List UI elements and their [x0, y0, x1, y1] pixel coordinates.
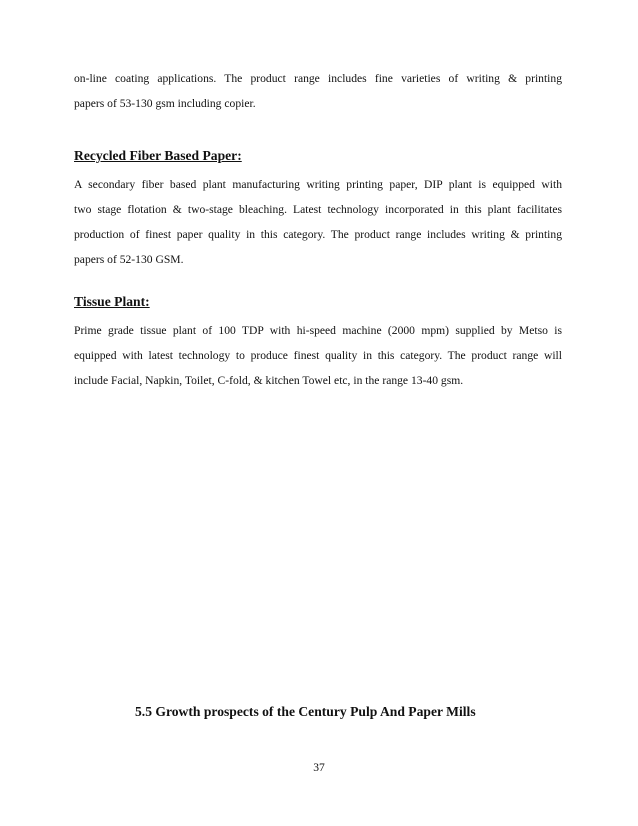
tissue-line-3: include Facial, Napkin, Toilet, C-fold, & kitchen Towel etc, in the range 13-40 gsm.	[74, 374, 464, 387]
tissue-line-1: Prime grade tissue plant of 100 TDP with hi-speed machine (2000 mpm) supplied by Metso is	[74, 324, 562, 337]
intro-line-2: papers of 53-130 gsm including copier.	[74, 97, 256, 110]
recycled-line-3: production of finest paper quality in this category. The product range includes writing & printing	[74, 228, 562, 241]
intro-line-1: on-line coating applications. The product range includes fine varieties of writing & printing	[74, 72, 562, 85]
recycled-fiber-heading: Recycled Fiber Based Paper:	[74, 148, 242, 163]
tissue-plant-paragraph	[74, 318, 562, 393]
recycled-line-2: two stage flotation & two-stage bleaching. Latest technology incorporated in this plant facilitates	[74, 203, 562, 216]
section-title: 5.5 Growth prospects of the Century Pulp And Paper Mills	[135, 704, 476, 719]
intro-paragraph	[74, 66, 562, 116]
page-number: 37	[313, 761, 325, 774]
tissue-plant-heading: Tissue Plant:	[74, 294, 150, 309]
recycled-line-4: papers of 52-130 GSM.	[74, 253, 184, 266]
tissue-line-2: equipped with latest technology to produce finest quality in this category. The product range will	[74, 349, 562, 362]
recycled-line-1: A secondary fiber based plant manufacturing writing printing paper, DIP plant is equipped with	[74, 178, 562, 191]
recycled-fiber-paragraph	[74, 172, 562, 272]
